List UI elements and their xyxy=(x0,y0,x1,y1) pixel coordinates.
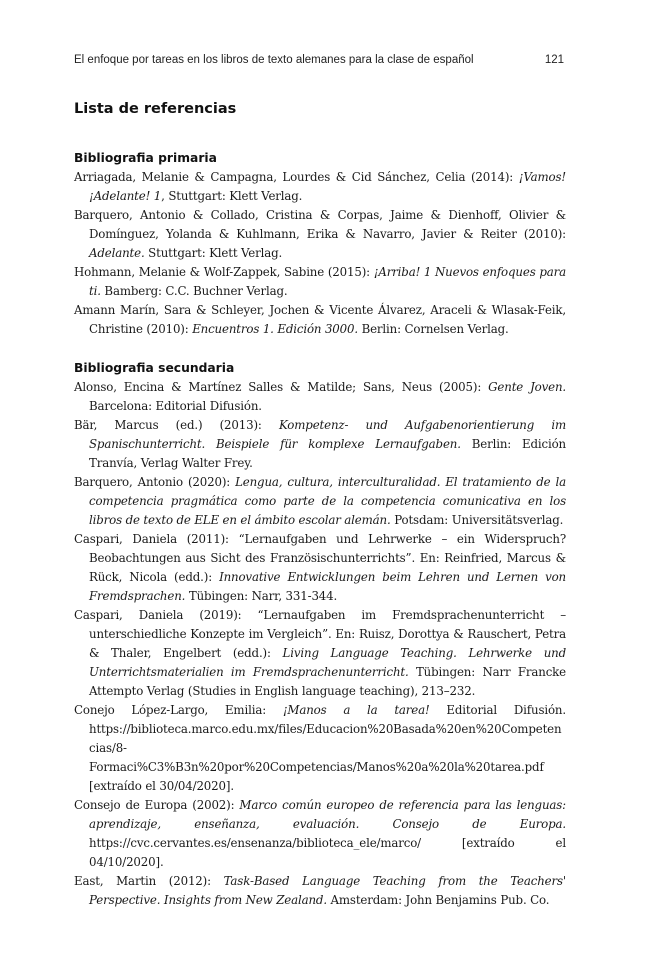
reference-entry xyxy=(74,416,566,473)
reference-publisher: Berlin: Cornelsen Verlag. xyxy=(357,322,509,336)
reference-title: Adelante. xyxy=(89,246,145,260)
primary-bibliography-heading: Bibliografia primaria xyxy=(74,151,217,165)
reference-authors: East, Martin (2012): xyxy=(74,874,224,888)
reference-publisher: Bamberg: C.C. Buchner Verlag. xyxy=(100,284,288,298)
reference-entry xyxy=(74,301,566,339)
running-title: El enfoque por tareas en los libros de texto alemanes para la clase de español xyxy=(74,54,474,66)
reference-title: Innovative Entwicklungen beim Lehren und Lernen von Fremdsprachen. xyxy=(89,570,566,603)
reference-authors: Conejo López-Largo, Emilia: xyxy=(74,703,283,717)
reference-entry xyxy=(74,206,566,263)
reference-entry xyxy=(74,263,566,301)
reference-publisher: https://cvc.cervantes.es/ensenanza/biblioteca_ele/marco/ [extraído el 04/10/2020]. xyxy=(89,836,566,869)
page-number: 121 xyxy=(544,54,564,66)
secondary-reference-list xyxy=(74,378,566,910)
reference-authors: Consejo de Europa (2002): xyxy=(74,798,240,812)
section-title: Lista de referencias xyxy=(74,101,237,117)
reference-publisher: Tübingen: Narr Francke Attempto Verlag (Studies in English language teaching), 213–232. xyxy=(89,665,566,698)
reference-title: Task-Based Language Teaching from the Teachers' Perspective. Insights from New Zealand. xyxy=(89,874,566,907)
reference-title: ¡Vamos!¡Adelante! 1 xyxy=(89,170,566,203)
reference-publisher: Stuttgart: Klett Verlag. xyxy=(144,246,283,260)
reference-authors: Hohmann, Melanie & Wolf-Zappek, Sabine (2015): xyxy=(74,265,374,279)
reference-authors: Arriagada, Melanie & Campagna, Lourdes & Cid Sánchez, Celia (2014): xyxy=(74,170,519,184)
primary-reference-list xyxy=(74,168,566,339)
reference-title: Encuentros 1. Edición 3000. xyxy=(192,322,358,336)
reference-publisher: Amsterdam: John Benjamins Pub. Co. xyxy=(326,893,550,907)
reference-publisher: , Stuttgart: Klett Verlag. xyxy=(161,189,303,203)
reference-publisher: Barcelona: Editorial Difusión. xyxy=(89,399,262,413)
reference-entry xyxy=(74,378,566,416)
reference-authors: Barquero, Antonio (2020): xyxy=(74,475,236,489)
reference-authors: Amann Marín, Sara & Schleyer, Jochen & Vicente Álvarez, Araceli & Wlasak-Feik, Christine (2010): xyxy=(74,303,566,336)
reference-authors: Caspari, Daniela (2019): “Lernaufgaben im Fremdsprachenunterricht – unterschiedliche Konzepte im Vergleich”. En: Ruisz, Dorottya & Rauschert, Petra & Thaler, Engelbert (edd.): xyxy=(74,608,566,660)
reference-title: Kompetenz- und Aufgabenorientierung im Spanischunterricht. Beispiele für komplexe Lernaufgaben. xyxy=(89,418,566,451)
reference-entry xyxy=(74,872,566,910)
page xyxy=(74,0,566,953)
reference-publisher: Tübingen: Narr, 331-344. xyxy=(185,589,338,603)
running-header xyxy=(74,54,566,70)
secondary-bibliography-heading: Bibliografia secundaria xyxy=(74,361,235,375)
reference-title: Gente Joven. xyxy=(488,380,567,394)
primary-bibliography xyxy=(74,150,566,339)
reference-entry xyxy=(74,606,566,701)
reference-title: Lengua, cultura, interculturalidad. El tratamiento de la competencia pragmática como parte de la competencia comunicativa en los libros de texto de ELE en el ámbito escolar alemán. xyxy=(89,475,566,527)
reference-authors: Caspari, Daniela (2011): “Lernaufgaben und Lehrwerke – ein Widerspruch? Beobachtungen aus Sicht des Französischunterrichts”. En: Reinfried, Marcus & Rück, Nicola (edd.): xyxy=(74,532,566,584)
reference-entry xyxy=(74,473,566,530)
reference-authors: Bär, Marcus (ed.) (2013): xyxy=(74,418,279,432)
reference-entry xyxy=(74,168,566,206)
reference-title: Living Language Teaching. Lehrwerke und Unterrichtsmaterialien im Fremdsprachenunterricht. xyxy=(89,646,567,679)
reference-authors: Alonso, Encina & Martínez Salles & Matilde; Sans, Neus (2005): xyxy=(74,380,489,394)
reference-publisher: Berlin: Edición Tranvía, Verlag Walter Frey. xyxy=(89,437,566,470)
reference-entry xyxy=(74,530,566,606)
reference-publisher: Potsdam: Universitätsverlag. xyxy=(390,513,564,527)
reference-authors: Barquero, Antonio & Collado, Cristina & Corpas, Jaime & Dienhoff, Olivier & Domínguez, Yolanda & Kuhlmann, Erika & Navarro, Javier & Reiter (2010): xyxy=(74,208,566,241)
reference-title: ¡Arriba! 1 Nuevos enfoques para ti. xyxy=(89,265,566,298)
reference-entry xyxy=(74,796,566,872)
reference-publisher: Editorial Difusión. https://biblioteca.marco.edu.mx/files/Educacion%20Basada%20en%20Competencias/8-Formaci%C3%B3n%20por%20Competencias/Manos%20a%20la%20tarea.pdf [extraído el 30/04/2020]. xyxy=(89,703,566,793)
secondary-bibliography xyxy=(74,360,566,910)
reference-entry xyxy=(74,701,566,796)
reference-title: ¡Manos a la tarea! xyxy=(282,703,430,717)
reference-title: Marco común europeo de referencia para las lenguas: aprendizaje, enseñanza, evaluación. Consejo de Europa. xyxy=(89,798,566,831)
